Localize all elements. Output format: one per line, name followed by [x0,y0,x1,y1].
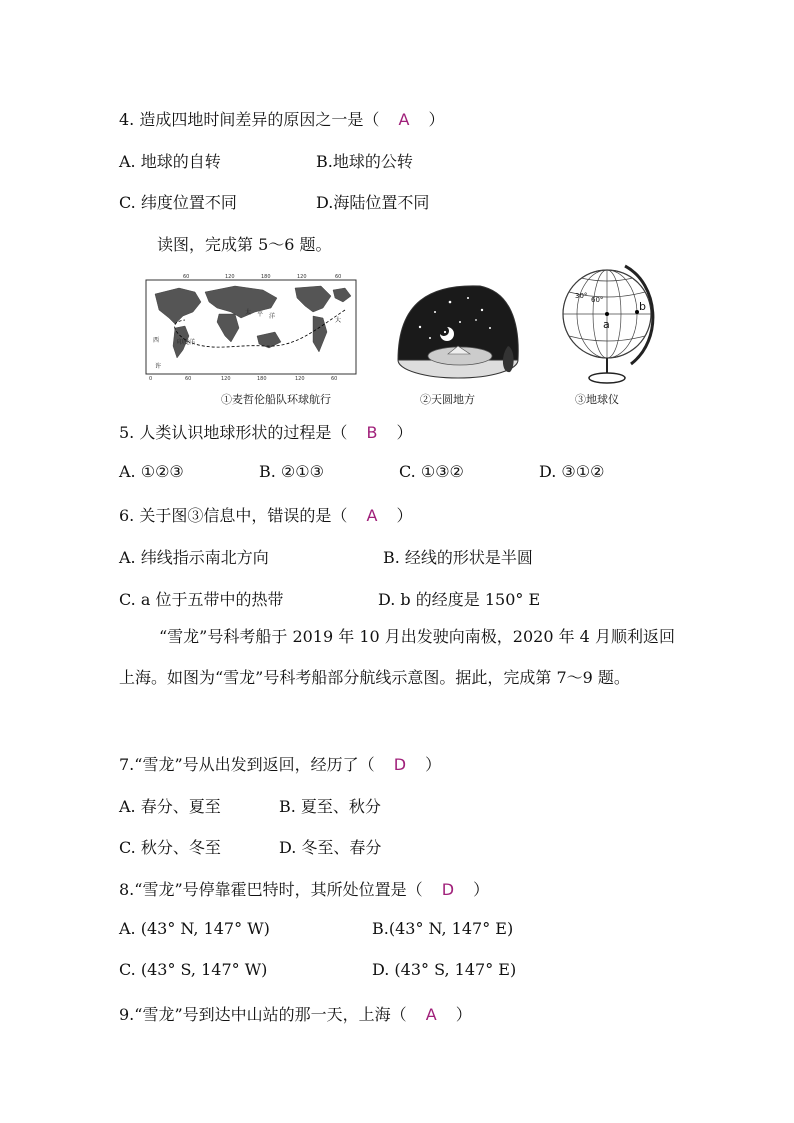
globe-label-30: 30° [575,292,588,300]
q7-option-a: A. 春分、夏至 [119,797,221,816]
q5-option-b: B. ②①③ [259,462,324,481]
q6-option-b: B. 经线的形状是半圆 [383,548,533,567]
question-7-stem: 7.“雪龙”号从出发到返回，经历了（ [119,755,375,774]
globe-label-60: 60° [591,296,604,304]
question-9-answer: A [425,1005,437,1024]
map-label-ping: 平 [257,311,264,318]
question-9 [119,1002,472,1025]
question-8-answer: D [441,880,455,899]
question-8-stem: 8.“雪龙”号停靠霍巴特时，其所处位置是（ [119,880,423,899]
question-5-close: ） [396,423,413,442]
dome-caption: ②天圆地方 [420,393,475,406]
q7-option-c: C. 秋分、冬至 [119,838,221,857]
world-map-illustration [145,272,357,382]
q8-option-b: B.(43° N, 147° E) [372,919,514,938]
question-6-close: ） [396,506,413,525]
map-top-tick: 180 [261,274,271,280]
question-5-answer: B [366,423,378,442]
question-9-stem: 9.“雪龙”号到达中山站的那一天，上海（ [119,1005,407,1024]
map-top-tick: 120 [297,274,307,280]
q6-option-a: A. 纬线指示南北方向 [119,548,269,567]
map-label-yang: 洋 [269,313,276,320]
figure-magellan-map [145,272,357,406]
q8-option-c: C. (43° S, 147° W) [119,960,268,979]
question-8-close: ） [473,880,490,899]
q6-option-d: D. b 的经度是 150° E [378,590,541,609]
map-caption: ①麦哲伦船队环球航行 [221,393,331,406]
q4-option-b: B.地球的公转 [316,152,413,171]
q4-option-a: A. 地球的自转 [119,152,221,171]
question-4 [119,107,445,130]
question-6-stem: 6. 关于图③信息中，错误的是（ [119,506,348,525]
map-bottom-tick: 60 [331,376,338,382]
q5-option-a: A. ①②③ [119,462,184,481]
question-4-answer: A [398,110,410,129]
map-label-da: 大 [335,317,342,324]
q5-option-c: C. ①③② [399,462,464,481]
question-9-close: ） [455,1005,472,1024]
q4-option-c: C. 纬度位置不同 [119,193,237,212]
q5-option-d: D. ③①② [539,462,605,481]
globe-label-b: b [639,300,646,313]
q7-option-b: B. 夏至、秋分 [279,797,381,816]
q7-option-d: D. 冬至、春分 [279,838,382,857]
map-label-xi: 西 [153,337,160,344]
map-top-tick: 60 [183,274,190,280]
map-bottom-tick: 120 [221,376,231,382]
intro-5-6: 读图，完成第 5～6 题。 [157,235,332,254]
map-label-tai: 太 [245,309,252,316]
q8-option-d: D. (43° S, 147° E) [372,960,517,979]
question-7-answer: D [393,755,407,774]
map-bottom-tick: 180 [257,376,267,382]
map-label-indian-ocean: 印度洋 [177,339,196,346]
q6-option-c: C. a 位于五带中的热带 [119,590,284,609]
map-label-xu: 许 [155,363,162,370]
dome-illustration [390,272,530,387]
figure-globe [555,262,665,406]
question-6-answer: A [366,506,378,525]
globe-label-a: a [603,318,610,331]
globe-caption: ③地球仪 [575,393,619,406]
q4-option-d: D.海陆位置不同 [316,193,430,212]
question-4-stem: 4. 造成四地时间差异的原因之一是（ [119,110,380,129]
q8-option-a: A. (43° N, 147° W) [119,919,270,938]
map-bottom-tick: 60 [185,376,192,382]
question-7 [119,752,441,775]
intro-7-9: “雪龙”号科考船于 2019 年 10 月出发驶向南极，2020 年 4 月顺利返回上海。如图为“雪龙”号科考船部分航线示意图。据此，完成第 7～9 题。 [119,627,675,687]
question-8 [119,877,489,900]
question-5-stem: 5. 人类认识地球形状的过程是（ [119,423,348,442]
map-top-tick: 60 [335,274,342,280]
globe-illustration [555,262,665,387]
question-7-close: ） [425,755,442,774]
question-5 [119,420,413,443]
figure-dome [390,272,530,406]
question-6 [119,503,413,526]
map-bottom-tick: 0 [149,376,153,382]
map-bottom-tick: 120 [295,376,305,382]
map-top-tick: 120 [225,274,235,280]
question-4-close: ） [428,110,445,129]
